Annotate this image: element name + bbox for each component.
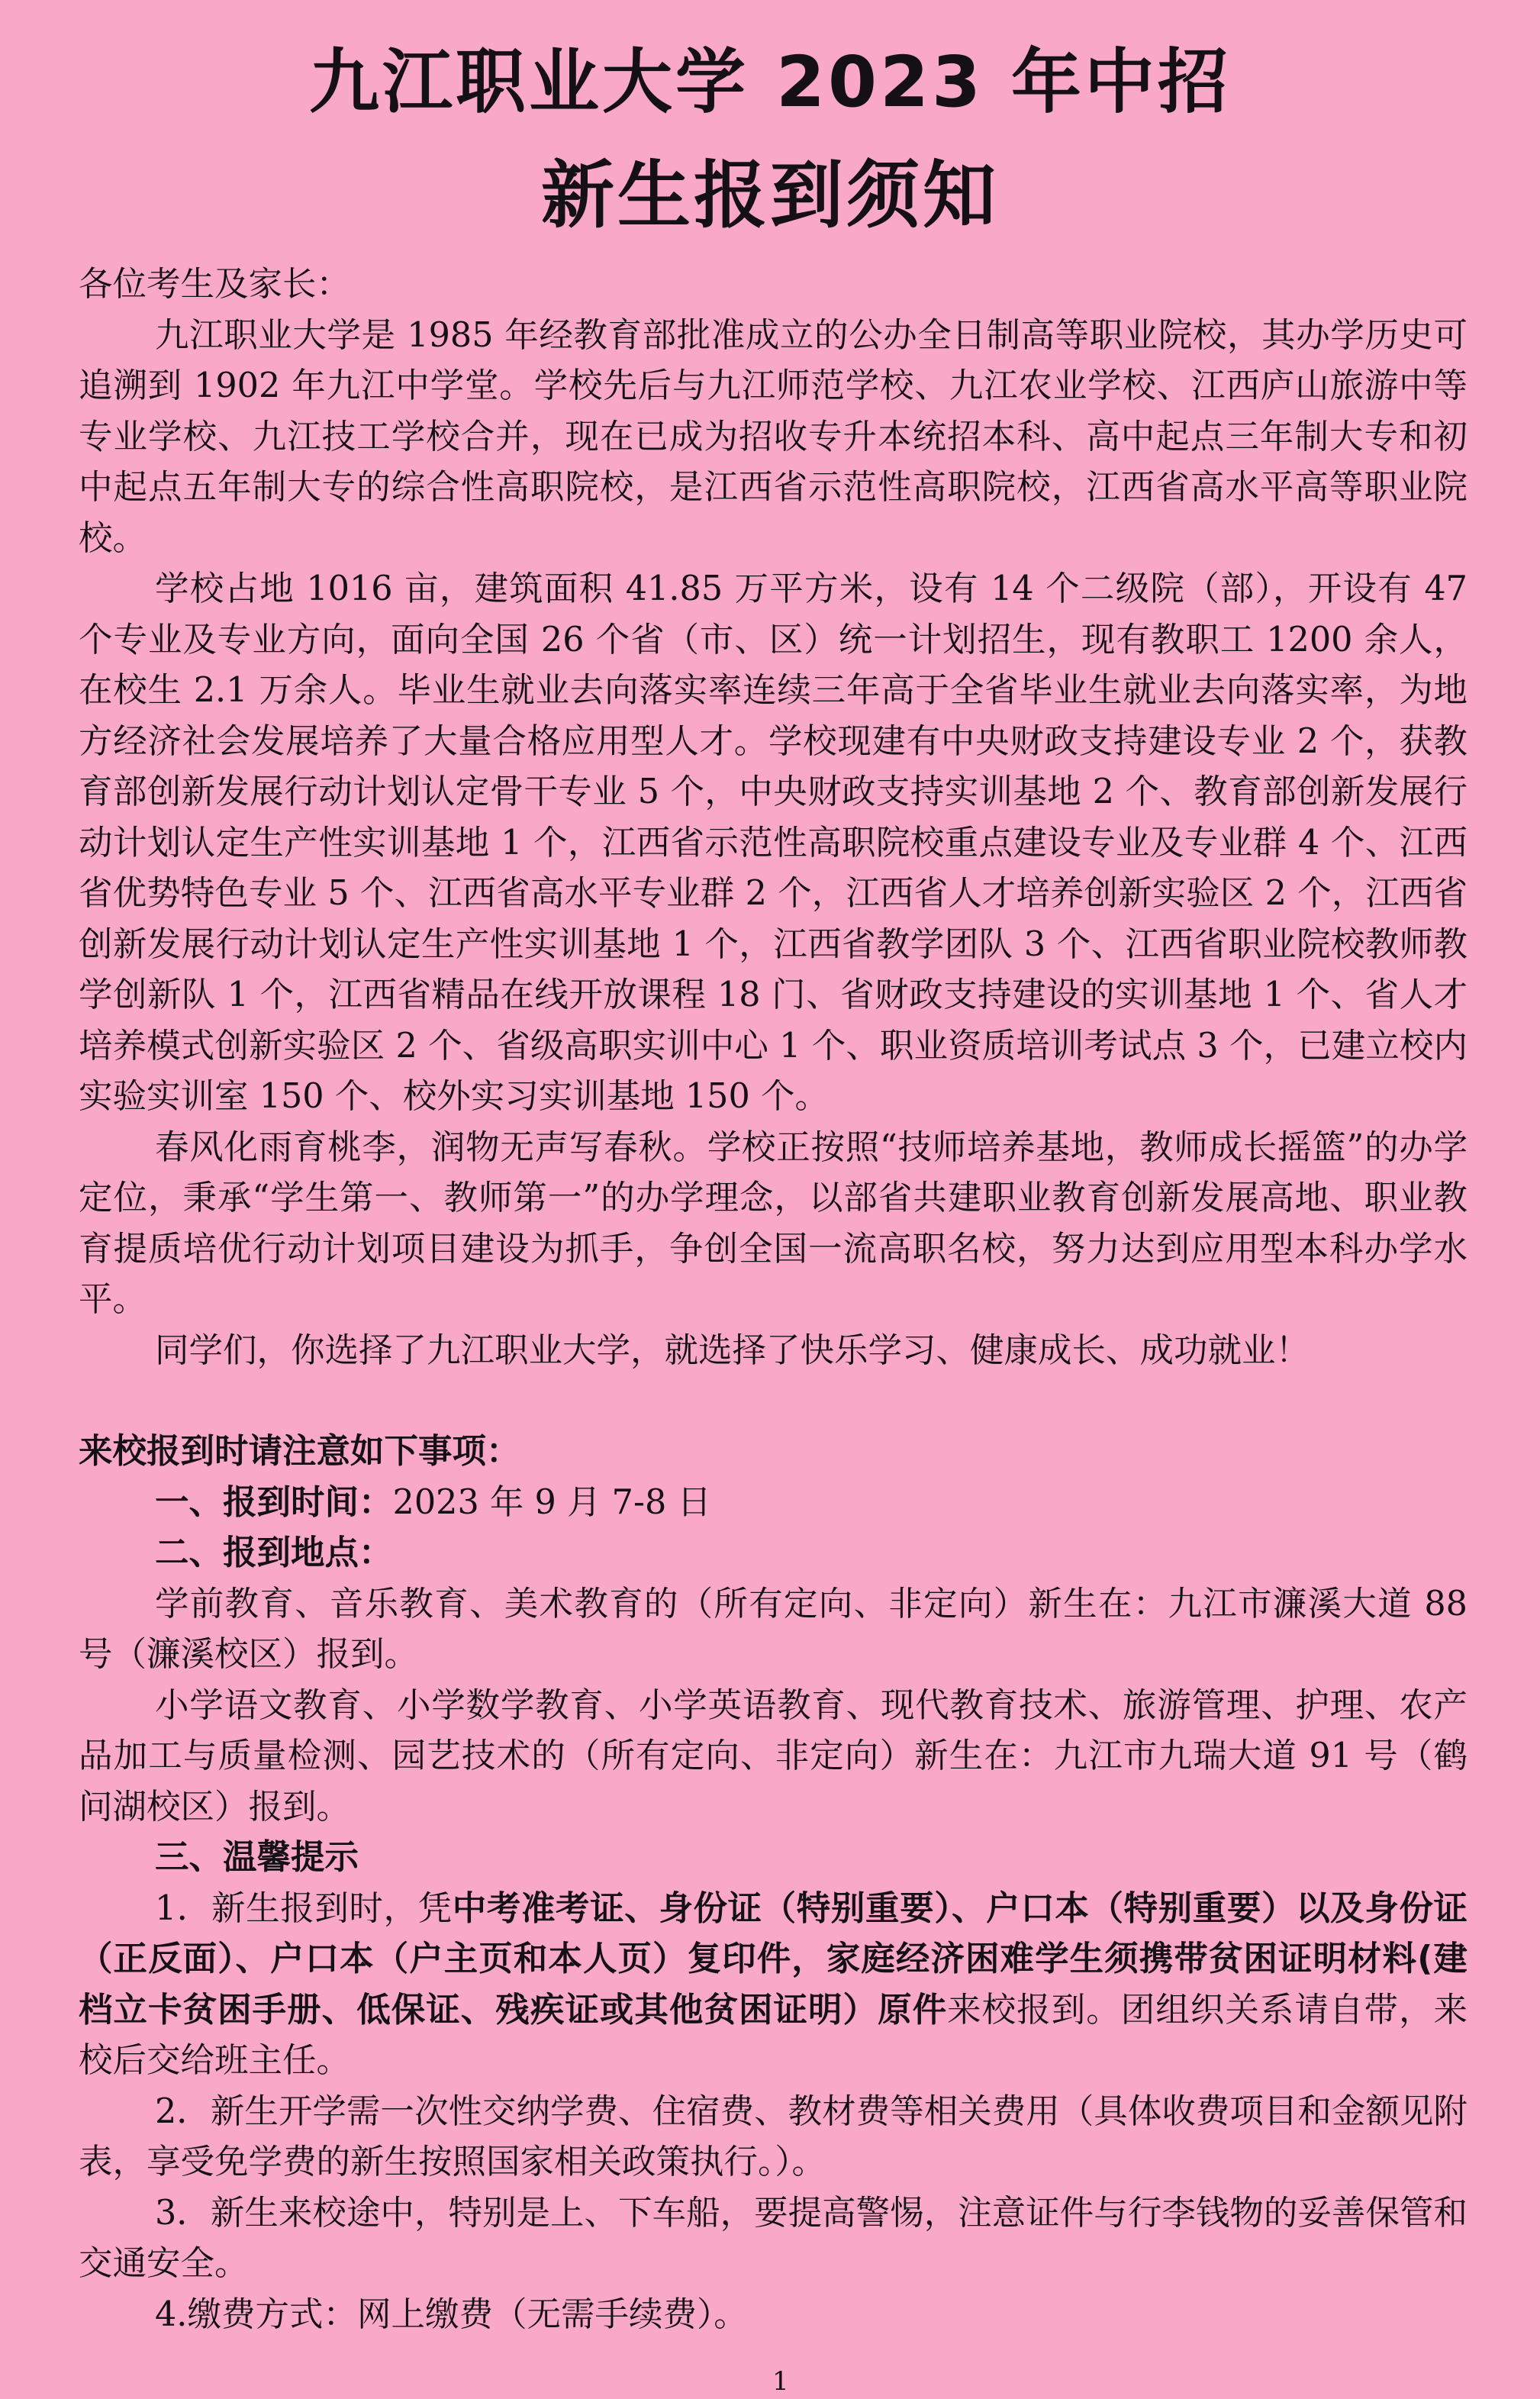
page-number: 1 bbox=[772, 2366, 789, 2397]
campus-paragraph: 学校占地 1016 亩，建筑面积 41.85 万平方米，设有 14 个二级院（部），开设有 47 个专业及专业方向，面向全国 26 个省（市、区）统一计划招生，现有教职工 1200 余人，在校生 2.1 万余人。毕业生就业去向落实率连续三年高于全省毕业生就业去向落实率，为地方经济社会发展培养了大量合格应用型人才。学校现建有中央财政支持建设专业 2 个，获教育部创新发展行动计划认定骨干专业 5 个，中央财政支持实训基地 2 个、教育部创新发展行动计划认定生产性实训基地 1 个，江西省示范性高职院校重点建设专业及专业群 4 个、江西省优势特色专业 5 个、江西省高水平专业群 2 个，江西省人才培养创新实验区 2 个，江西省创新发展行动计划认定生产性实训基地 1 个，江西省教学团队 3 个、江西省职业院校教师教学创新队 1 个，江西省精品在线开放课程 18 门、省财政支持建设的实训基地 1 个、省人才培养模式创新实验区 2 个、省级高职实训中心 1 个、职业资质培训考试点 3 个，已建立校内实验实训室 150 个、校外实习实训基地 150 个。 bbox=[79, 569, 1468, 1116]
notice-body bbox=[79, 260, 1468, 2340]
tip-1-suffix: 来校报到。团组织关系请自带，来校后交给班主任。 bbox=[79, 1990, 1468, 2080]
intro-paragraph: 九江职业大学是 1985 年经教育部批准成立的公办全日制高等职业院校，其办学历史可追溯到 1902 年九江中学堂。学校先后与九江师范学校、九江农业学校、江西庐山旅游中等专业学校、九江技工学校合并，现在已成为招收专升本统招本科、高中起点三年制大专和初中起点五年制大专的综合性高职院校，是江西省示范性高职院校，江西省高水平高等职业院校。 bbox=[79, 315, 1468, 558]
report-place-2: 小学语文教育、小学数学教育、小学英语教育、现代教育技术、旅游管理、护理、农产品加工与质量检测、园艺技术的（所有定向、非定向）新生在：九江市九瑞大道 91 号（鹤问湖校区）报到。 bbox=[79, 1685, 1468, 1827]
report-time-value: 2023 年 9 月 7-8 日 bbox=[392, 1482, 711, 1522]
notice-heading: 来校报到时请注意如下事项： bbox=[79, 1432, 520, 1471]
page-subtitle: 新生报到须知 bbox=[541, 153, 999, 238]
tip-4: 4.缴费方式：网上缴费（无需手续费）。 bbox=[155, 2294, 748, 2334]
salutation: 各位考生及家长： bbox=[79, 265, 351, 304]
tip-1-documents: 中考准考证、身份证（特别重要）、户口本（特别重要）以及身份证（正反面）、户口本（户主页和本人页）复印件，家庭经济困难学生须携带贫困证明材料(建档立卡贫困手册、低保证、残疾证或其他贫困证明）原件 bbox=[79, 1888, 1468, 2030]
report-place-1: 学前教育、音乐教育、美术教育的（所有定向、非定向）新生在：九江市濂溪大道 88 号（濂溪校区）报到。 bbox=[79, 1584, 1468, 1674]
report-place-label: 二、报到地点： bbox=[155, 1533, 393, 1572]
tip-2: 2．新生开学需一次性交纳学费、住宿费、教材费等相关费用（具体收费项目和金额见附表，享受免学费的新生按照国家相关政策执行。）。 bbox=[79, 2091, 1468, 2181]
report-time bbox=[79, 1478, 1468, 1529]
report-time-label: 一、报到时间： bbox=[155, 1482, 393, 1522]
section-gap bbox=[79, 1376, 1468, 1427]
tips-label: 三、温馨提示 bbox=[155, 1838, 359, 1877]
motto-paragraph: 春风化雨育桃李，润物无声写春秋。学校正按照“技师培养基地，教师成长摇篮”的办学定位，秉承“学生第一、教师第一”的办学理念，以部省共建职业教育创新发展高地、职业教育提质培优行动计划项目建设为抓手，争创全国一流高职名校，努力达到应用型本科办学水平。 bbox=[79, 1127, 1468, 1319]
welcome-paragraph: 同学们，你选择了九江职业大学，就选择了快乐学习、健康成长、成功就业！ bbox=[155, 1330, 1310, 1370]
tip-1 bbox=[79, 1884, 1468, 2087]
tip-3: 3．新生来校途中，特别是上、下车船，要提高警惕，注意证件与行李钱物的妥善保管和交通安全。 bbox=[79, 2193, 1468, 2283]
page-title: 九江职业大学 2023 年中招 bbox=[308, 41, 1232, 123]
tip-1-prefix: 1．新生报到时，凭 bbox=[155, 1888, 453, 1928]
